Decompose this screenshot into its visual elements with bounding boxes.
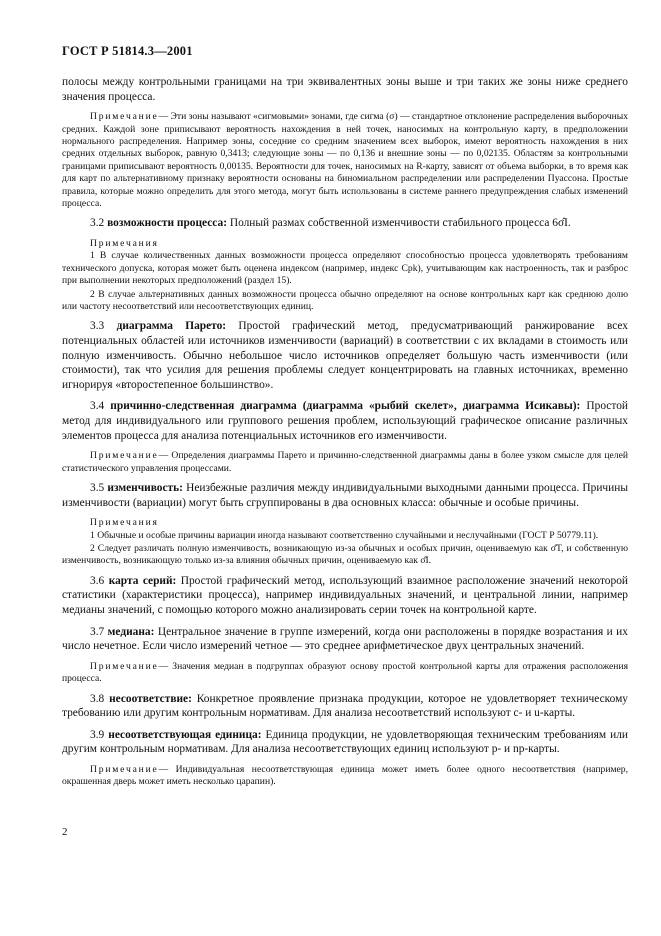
section-text: Простой метод для индивидуального или группового решения проблем, использующий графическое описание различных элементов процесса для анализа потенциальных источников его изменчивости. bbox=[62, 400, 628, 442]
section-number: 3.7 bbox=[90, 625, 105, 638]
section-3-7 bbox=[62, 625, 628, 654]
note-label: Примечание bbox=[90, 660, 159, 672]
section-text: Неизбежные различия между индивидуальными выходными данными процесса. Причины изменчивости (вариации) могут быть сгруппированы в два основных класса: обычные и особые причины. bbox=[62, 482, 628, 509]
note-zones bbox=[62, 111, 628, 210]
section-number: 3.8 bbox=[90, 692, 105, 705]
section-text: Конкретное проявление признака продукции, которое не удовлетворяет техническому требованию или другим контрольным нормативам. Для анализа несоответствий используют c- и u-карты. bbox=[62, 692, 628, 720]
section-number: 3.4 bbox=[90, 400, 105, 413]
section-3-3 bbox=[62, 319, 628, 392]
section-text: Простой графический метод, использующий взаимное расположение значений некоторой статистики (характеристики процесса), например индивидуальных значений, и центральной линии, например медианы значений, с помощью которого можно анализировать серии точек на контрольной карте. bbox=[62, 574, 628, 617]
note-item: 1 В случае количественных данных возможности процесса определяют способностью процесса удовлетворять требованиям технического допуска, которая может быть оценена индексом (например, индекс Cpk), учитывающим как настроенность, так и разброс при выполнении некоторых предположений (раздел 15). bbox=[62, 250, 628, 287]
section-term: диаграмма Парето: bbox=[116, 320, 227, 333]
section-text: Единица продукции, не удовлетворяющая техническим требованиям или другим контрольным нормативам. Для анализа несоответствующих единиц используют p- и np-карты. bbox=[62, 728, 628, 756]
note-text: — Индивидуальная несоответствующая единица может иметь более одного несоответствия (например, окрашенная дверь может иметь несколько царапин). bbox=[62, 764, 628, 788]
note-item: 2 Следует различать полную изменчивость, возникающую из-за обычных и особых причин, оцениваемую как σ̂T, и собственную изменчивость, возникающую только из-за влияния обычных причин, оцениваемую как σ̂I. bbox=[62, 543, 628, 567]
section-3-2 bbox=[62, 216, 628, 231]
note-item: 1 Обычные и особые причины вариации иногда называют соответственно случайными и неслучайными (ГОСТ Р 50779.11). bbox=[90, 529, 599, 541]
page-content bbox=[62, 75, 628, 795]
section-number: 3.5 bbox=[90, 482, 105, 495]
section-text: Центральное значение в группе измерений, когда они расположены в порядке возрастания и их число нечетное. Если число измерений четное — это среднее арифметическое двух центральных значений. bbox=[62, 625, 628, 653]
page-header: ГОСТ Р 51814.3—2001 bbox=[62, 44, 193, 58]
section-term: несоответствующая единица: bbox=[108, 728, 262, 741]
section-number: 3.9 bbox=[90, 728, 105, 741]
section-3-8 bbox=[62, 692, 628, 721]
section-3-5 bbox=[62, 481, 628, 510]
page-number: 2 bbox=[62, 826, 68, 838]
section-3-9 bbox=[62, 728, 628, 757]
paragraph-intro: полосы между контрольными границами на три эквивалентных зоны выше и три таких же зоны ниже среднего значения процесса. bbox=[62, 76, 628, 103]
section-3-6 bbox=[62, 574, 628, 618]
note-text: — Эти зоны называют «сигмовыми» зонами, где сигма (σ) — стандартное отклонение распределения выборочных средних. Каждой зоне приписывают вероятность нахождения в ней точек, наносимых на контрольную карту, в предположении нормального распределения. Например зоны, соседние со средним значением всех выборок, имеют вероятность нахождения в них средних отдельных выборок, равную 0,3413; следующие зоны — по 0,136 и внешние зоны — по 0,02135. Областям за контрольными границами приписывают вероятность 0,00135. Вероятности для точек, наносимых на R-карту, зависят от объема выборки, в то время как для карт по альтернативному признаку вероятности основаны на биномиальном распределении или распределении Пуассона. Простые правила, которые можно определить для этого метода, могут быть использованы в системе раннего предупреждения слабых изменений процесса. bbox=[62, 111, 628, 210]
note-median bbox=[62, 661, 628, 686]
section-number: 3.3 bbox=[90, 320, 105, 333]
section-term: карта серий: bbox=[108, 574, 177, 587]
notes-heading: Примечания bbox=[90, 238, 159, 250]
section-number: 3.2 bbox=[90, 217, 105, 230]
note-pareto bbox=[62, 450, 628, 475]
note-label: Примечание bbox=[90, 111, 159, 123]
section-term: изменчивость: bbox=[107, 482, 183, 495]
note-text: — Определения диаграммы Парето и причинно-следственной диаграммы даны в более узком смысле для целей статистического управления процессами. bbox=[62, 450, 628, 474]
note-text: — Значения медиан в подгруппах образуют основу простой контрольной карты для отражения расположения процесса. bbox=[62, 660, 628, 685]
section-term: причинно-следственная диаграмма (диаграмма «рыбий скелет», диаграмма Исикавы): bbox=[110, 400, 581, 413]
section-text: Простой графический метод, предусматривающий ранжирование всех потенциальных областей или источников изменчивости (вариаций) в соответствии с их вкладами в стоимость или полную изменчивость. Обычно небольшое число источников определяет большую часть изменчивости (или стоимости), так что усилия для решения проблемы следует концентрировать на главных источниках, временно игнорируя «второстепенное большинство». bbox=[62, 320, 628, 391]
section-term: несоответствие: bbox=[109, 692, 192, 705]
section-text: Полный размах собственной изменчивости стабильного процесса 6σ̂I. bbox=[229, 217, 571, 230]
note-label: Примечание bbox=[90, 764, 159, 775]
notes-heading: Примечания bbox=[90, 517, 159, 529]
section-number: 3.6 bbox=[90, 574, 105, 587]
section-term: медиана: bbox=[107, 625, 155, 638]
section-term: возможности процесса: bbox=[107, 217, 227, 230]
note-item: 2 В случае альтернативных данных возможности процесса обычно определяют на основе контрольных карт как среднюю долю или частоту несоответствий или несоответствующих единиц. bbox=[62, 288, 628, 313]
section-3-4 bbox=[62, 399, 628, 443]
note-nonconforming bbox=[62, 764, 628, 789]
note-label: Примечание bbox=[90, 450, 159, 462]
